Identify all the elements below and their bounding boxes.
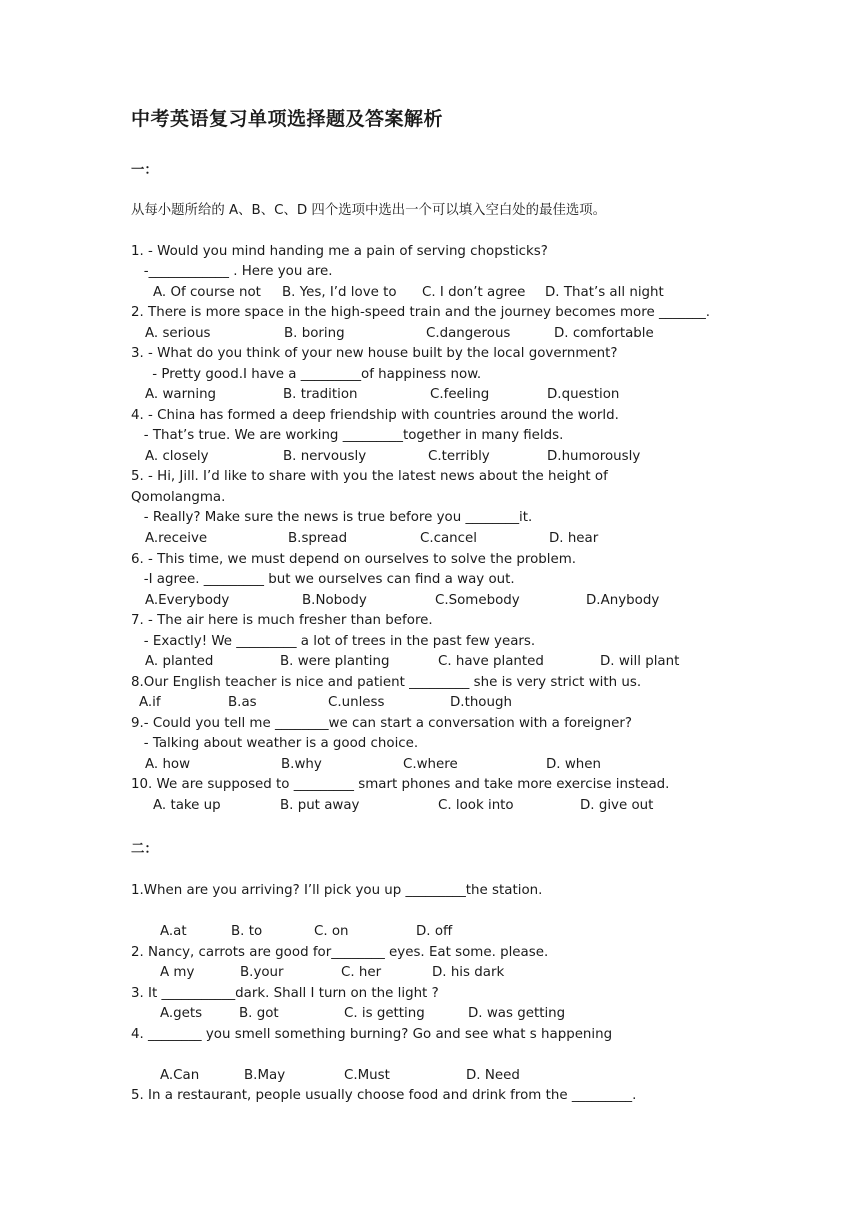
option-d: D. off xyxy=(416,924,453,939)
option-b: B.spread xyxy=(288,531,348,546)
option-a: A. serious xyxy=(145,326,211,341)
option-b: B. got xyxy=(239,1006,279,1021)
question-line: 10. We are supposed to _________ smart phones and take more exercise instead. xyxy=(131,777,670,792)
option-c: C.where xyxy=(403,757,458,772)
option-c: C.cancel xyxy=(420,531,477,546)
question-line: 3. It ___________dark. Shall I turn on the light ? xyxy=(131,986,439,1001)
option-a: A.if xyxy=(139,695,161,710)
option-b: B.May xyxy=(244,1068,286,1083)
option-d: D. Need xyxy=(466,1068,520,1083)
option-b: B. were planting xyxy=(280,654,390,669)
option-a: A.at xyxy=(160,924,187,939)
option-b: B. put away xyxy=(280,798,360,813)
option-b: B. tradition xyxy=(283,387,358,402)
question-line: 4. - China has formed a deep friendship with countries around the world. xyxy=(131,408,619,423)
option-b: B.Nobody xyxy=(302,593,367,608)
option-d: D. That’s all night xyxy=(545,285,664,300)
question-line: -____________ . Here you are. xyxy=(131,264,333,279)
option-c: C.feeling xyxy=(430,387,490,402)
question-line: Qomolangma. xyxy=(131,490,226,505)
option-a: A.Can xyxy=(160,1068,200,1083)
option-c: C. her xyxy=(341,965,382,980)
option-d: D. comfortable xyxy=(554,326,654,341)
question-line: - Talking about weather is a good choice. xyxy=(131,736,419,751)
question-line: 7. - The air here is much fresher than before. xyxy=(131,613,433,628)
question-line: 9.- Could you tell me ________we can start a conversation with a foreigner? xyxy=(131,716,633,731)
question-line: 2. There is more space in the high-speed train and the journey becomes more _______. xyxy=(131,305,711,320)
option-d: D. hear xyxy=(549,531,599,546)
option-b: B. nervously xyxy=(283,449,367,464)
question-line: - Pretty good.I have a _________of happiness now. xyxy=(131,367,482,382)
option-b: B. boring xyxy=(284,326,345,341)
question-line: -I agree. _________ but we ourselves can find a way out. xyxy=(131,572,515,587)
question-line: 8.Our English teacher is nice and patient _________ she is very strict with us. xyxy=(131,675,642,690)
question-line: - Exactly! We _________ a lot of trees in the past few years. xyxy=(131,634,536,649)
option-c: C.dangerous xyxy=(426,326,511,341)
option-b: B.why xyxy=(281,757,322,772)
question-line: 1.When are you arriving? I’ll pick you up _________the station. xyxy=(131,883,543,898)
option-a: A.gets xyxy=(160,1006,203,1021)
option-d: D.question xyxy=(547,387,620,402)
option-b: B. to xyxy=(231,924,263,939)
option-d: D. will plant xyxy=(600,654,680,669)
option-c: C. look into xyxy=(438,798,514,813)
option-c: C.unless xyxy=(328,695,385,710)
section1-instruction: 从每小题所给的 A、B、C、D 四个选项中选出一个可以填入空白处的最佳选项。 xyxy=(131,203,607,218)
question-line: 5. - Hi, Jill. I’d like to share with you the latest news about the height of xyxy=(131,469,608,484)
option-b: B.your xyxy=(240,965,284,980)
option-c: C. have planted xyxy=(438,654,544,669)
option-a: A. warning xyxy=(145,387,217,402)
option-d: D. was getting xyxy=(468,1006,566,1021)
option-a: A. Of course not xyxy=(153,285,261,300)
option-c: C.terribly xyxy=(428,449,490,464)
option-d: D. when xyxy=(546,757,601,772)
document-title: 中考英语复习单项选择题及答案解析 xyxy=(131,108,444,130)
option-c: C. on xyxy=(314,924,349,939)
option-d: D. his dark xyxy=(432,965,505,980)
question-line: - That’s true. We are working _________together in many fields. xyxy=(131,428,564,443)
question-line: 6. - This time, we must depend on ourselves to solve the problem. xyxy=(131,552,577,567)
option-d: D.Anybody xyxy=(586,593,660,608)
question-line: 5. In a restaurant, people usually choose food and drink from the _________. xyxy=(131,1088,637,1103)
option-a: A. how xyxy=(145,757,191,772)
option-c: C.Must xyxy=(344,1068,390,1083)
option-a: A. planted xyxy=(145,654,214,669)
option-a: A. take up xyxy=(153,798,221,813)
option-b: B. Yes, I’d love to xyxy=(282,285,397,300)
question-line: 1. - Would you mind handing me a pain of serving chopsticks? xyxy=(131,244,548,259)
option-d: D.humorously xyxy=(547,449,641,464)
question-line: - Really? Make sure the news is true before you ________it. xyxy=(131,510,533,525)
question-line: 3. - What do you think of your new house built by the local government? xyxy=(131,346,618,361)
option-b: B.as xyxy=(228,695,257,710)
option-a: A.Everybody xyxy=(145,593,230,608)
option-c: C. is getting xyxy=(344,1006,425,1021)
question-line: 4. ________ you smell something burning? Go and see what s happening xyxy=(131,1027,613,1042)
option-d: D. give out xyxy=(580,798,654,813)
option-d: D.though xyxy=(450,695,512,710)
option-c: C. I don’t agree xyxy=(422,285,526,300)
section1-header: 一： xyxy=(131,163,158,178)
option-a: A. closely xyxy=(145,449,209,464)
section2-header: 二： xyxy=(131,842,158,857)
option-c: C.Somebody xyxy=(435,593,520,608)
option-a: A.receive xyxy=(145,531,208,546)
option-a: A my xyxy=(160,965,195,980)
question-line: 2. Nancy, carrots are good for________ eyes. Eat some. please. xyxy=(131,945,549,960)
